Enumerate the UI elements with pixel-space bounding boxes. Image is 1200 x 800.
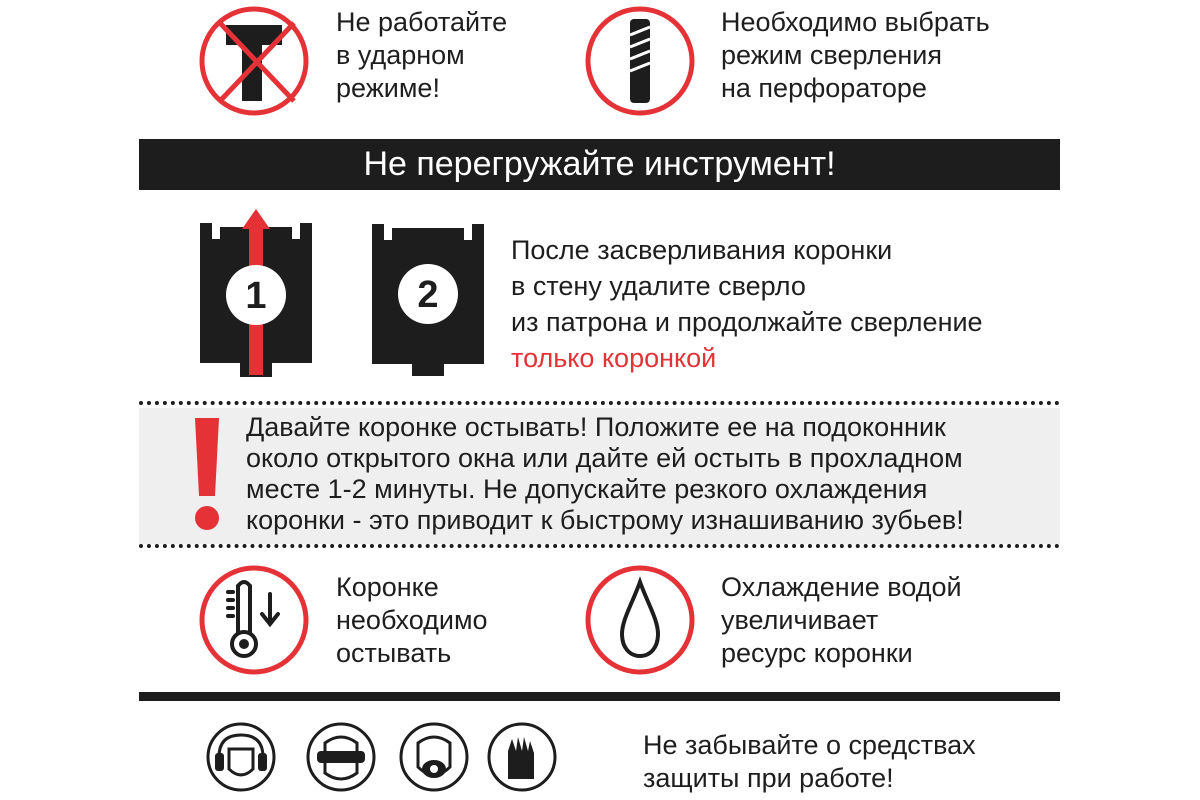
text-line: необходимо bbox=[336, 605, 488, 635]
text-line: коронки - это приводит к быстрому изнашиванию зубьев! bbox=[246, 505, 964, 535]
text-line: увеличивает bbox=[721, 605, 879, 635]
thermometer-icon bbox=[198, 564, 310, 676]
crown-steps-text bbox=[511, 232, 983, 376]
crown-step-2-icon bbox=[372, 220, 484, 380]
text-line: Коронке bbox=[336, 572, 439, 602]
text-line: месте 1-2 минуты. Не допускайте резкого охлаждения bbox=[246, 474, 928, 504]
text-line: на перфораторе bbox=[721, 73, 927, 103]
safety-glasses-icon bbox=[305, 721, 377, 793]
water-cooling-text bbox=[721, 571, 962, 670]
text-line: около открытого окна или дайте ей остыть в прохладном bbox=[246, 443, 963, 473]
text-line: ресурс коронки bbox=[721, 638, 913, 668]
text-line: в ударном bbox=[336, 40, 465, 70]
no-hammer-icon bbox=[198, 5, 310, 117]
respirator-icon bbox=[398, 721, 470, 793]
exclamation-icon bbox=[192, 418, 222, 532]
cooling-warning-text bbox=[246, 412, 964, 536]
cool-down-text bbox=[336, 571, 488, 670]
text-line: Необходимо выбрать bbox=[721, 7, 990, 37]
text-line: Давайте коронке остывать! Положите ее на подоконник bbox=[246, 412, 946, 442]
text-line: остывать bbox=[336, 638, 452, 668]
drill-mode-text bbox=[721, 6, 990, 105]
text-line: защиты при работе! bbox=[643, 763, 894, 793]
highlight-text: только коронкой bbox=[511, 343, 717, 373]
text-line: Не забывайте о средствах bbox=[643, 730, 976, 760]
protection-text bbox=[643, 729, 976, 795]
text-line: из патрона и продолжайте сверление bbox=[511, 307, 983, 337]
text-line: в стену удалите сверло bbox=[511, 271, 806, 301]
text-line: Не работайте bbox=[336, 7, 508, 37]
dotted-divider-top bbox=[139, 401, 1060, 405]
section-divider-bar bbox=[139, 692, 1060, 701]
crown-step-1-icon bbox=[200, 205, 312, 383]
gloves-icon bbox=[486, 721, 558, 793]
text-line: режиме! bbox=[336, 73, 440, 103]
dotted-divider-bottom bbox=[139, 544, 1060, 548]
text-line: Охлаждение водой bbox=[721, 572, 962, 602]
ear-protection-icon bbox=[205, 721, 277, 793]
text-line: режим сверления bbox=[721, 40, 942, 70]
step-2-number: 2 bbox=[417, 274, 439, 316]
water-drop-icon bbox=[584, 564, 696, 676]
step-1-number: 1 bbox=[245, 275, 267, 317]
text-line: После засверливания коронки bbox=[511, 235, 893, 265]
hammer-warning-text bbox=[336, 6, 507, 105]
drill-bit-icon bbox=[584, 5, 696, 117]
overload-banner: Не перегружайте инструмент! bbox=[139, 139, 1060, 190]
